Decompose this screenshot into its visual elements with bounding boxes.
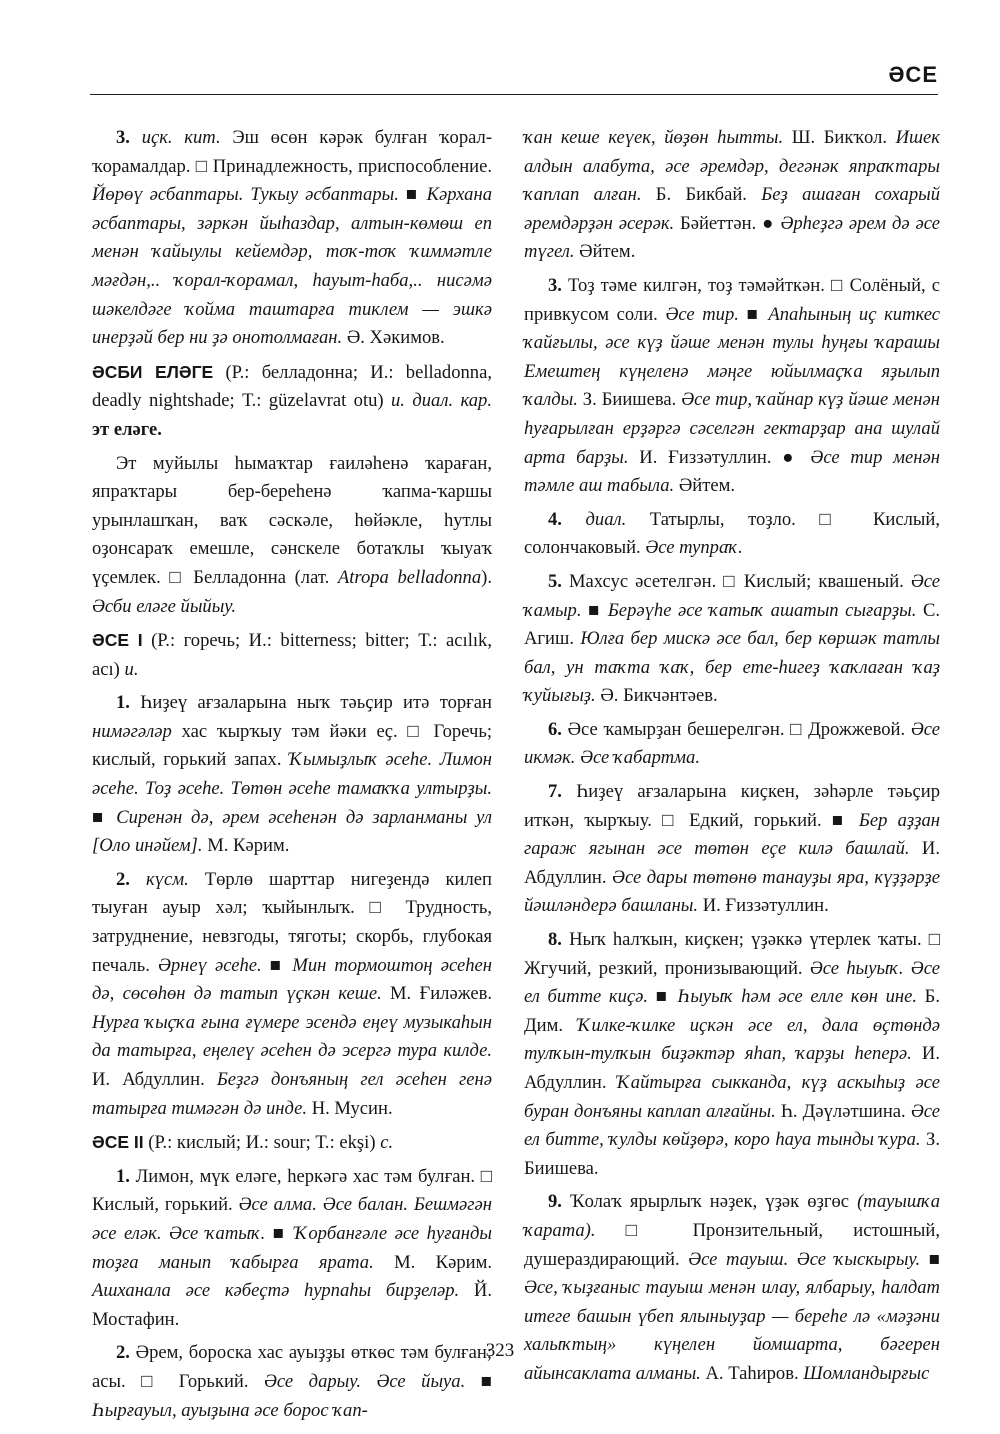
italic-text: и.: [124, 658, 139, 680]
text-run: З. Биишева.: [524, 1129, 940, 1179]
italic-text: Нурға ҡыҫҡа ғына ғүмере эсендә еңеү музыкаһын да татырға, еңелеү әсеһен дә эсергә тура килде.: [92, 1011, 492, 1062]
text-run: [130, 127, 142, 148]
text-run: Эш өсөн кәрәк булған ҡорал-ҡорамалдар. □ Принадлежность, приспособление.: [92, 127, 493, 177]
italic-text: Мин тормоштоң әсеһен дә, сөсөһөн дә татып үҫкән кеше.: [92, 954, 492, 1005]
italic-text: Һырғауыл, ауыҙына әсе борос ҡап-: [92, 1399, 368, 1421]
text-run: (Р.: белладонна; И.: belladonna, deadly nightshade; Т.: güzelavrat otu): [92, 361, 492, 412]
text-run: (Р.: горечь; И.: bitterness; bitter; Т.: acılık, acı): [92, 630, 492, 680]
sense-number: 1.: [116, 1165, 130, 1187]
dictionary-paragraph: [524, 272, 940, 501]
text-run: ■: [581, 599, 608, 621]
italic-text: Әсе тауыш. Әсе ҡыскырыу.: [688, 1248, 921, 1270]
sense-number: эт еләге.: [92, 418, 162, 440]
text-run: ■: [261, 954, 293, 976]
dictionary-paragraph: [92, 124, 492, 353]
text-run: Һиҙеү ағзаларына киҫкен, зәһәрле тәьҫир иткән, ҡырҡыу. □ Едкий, горький. ■: [524, 781, 940, 831]
italic-text: Әсе тупраҡ.: [645, 537, 743, 559]
sense-number: 2.: [116, 868, 130, 890]
italic-text: Әсе тир, ҡайнар күҙ йәше менән һуғарылған ерҙәргә сәселгән гектарҙар ана шулай арта барҙы.: [524, 389, 940, 468]
sense-number: 2.: [116, 1342, 130, 1364]
italic-text: Әсе ел битте, ҡулды көйҙөрә, коро һауа тынды ҡура.: [524, 1100, 940, 1151]
text-run: С. Агиш.: [524, 599, 940, 650]
text-run: Й. Мостафин.: [92, 1280, 492, 1330]
text-run: И. Абдуллин.: [92, 1069, 217, 1090]
dictionary-paragraph: [92, 1128, 492, 1158]
headword: ӘСЕ II: [92, 1132, 144, 1153]
dictionary-paragraph: [524, 926, 940, 1183]
italic-text: Берәүһе әсе ҡатыҡ ашатып сығарҙы.: [607, 599, 917, 621]
text-run: [130, 869, 146, 890]
sense-number: 7.: [548, 781, 562, 803]
sense-number: 4.: [548, 508, 562, 530]
text-run: [562, 509, 586, 530]
text-run: Татырлы, тоҙло. □ Кислый, солончаковый.: [524, 508, 940, 559]
sense-number: 3.: [548, 274, 562, 296]
text-run: Әрем, бороска хас ауыҙҙы өткөс тәм булған; асы. □ Горький.: [92, 1342, 492, 1392]
sense-number: 9.: [548, 1191, 562, 1213]
text-run: М. Кәрим.: [373, 1251, 493, 1273]
text-run: З. Биишева.: [577, 389, 682, 411]
text-run: И. Абдуллин.: [524, 1043, 940, 1093]
text-run: Һиҙеү ағзаларына ныҡ тәьҫир итә торған: [129, 692, 492, 714]
dictionary-paragraph: [92, 626, 492, 684]
text-run: (Р.: кислый; И.: sour; Т.: ekşi): [143, 1132, 381, 1154]
text-run: ■: [398, 184, 427, 206]
italic-text: Әрһеҙгә әрем дә әсе түгел.: [524, 212, 940, 263]
italic-text: с.: [380, 1132, 394, 1154]
italic-text: Ҡайтырға сыкканда, күҙ аскыһыҙ әсе буран донъяны каплап алғайны.: [524, 1072, 940, 1122]
text-run: □ Пронзительный, истошный, душераздирающий.: [524, 1219, 940, 1270]
text-run: Әйтем.: [674, 475, 736, 497]
italic-text: күсм.: [145, 868, 189, 890]
sense-number: 5.: [548, 570, 562, 592]
text-run: Әйтем.: [574, 241, 636, 263]
text-run: Б. Дим.: [524, 986, 940, 1036]
dictionary-paragraph: [92, 866, 492, 1123]
headword: ӘСЕ I: [92, 630, 143, 651]
right-column: [524, 124, 941, 1384]
text-run: ■: [738, 303, 769, 325]
text-run: Ә. Бикчәнтәев.: [595, 685, 718, 707]
dictionary-paragraph: [92, 358, 492, 445]
dictionary-paragraph: [524, 124, 940, 267]
italic-text: Сиренән дә, әрем әсеһенән дә зарланманы ул [Оло инәйем].: [92, 806, 492, 857]
text-run: Лимон, мүк еләге, һеркәгә хас тәм булған. □ Кислый, горький.: [92, 1165, 492, 1216]
italic-text: Әсби еләге йыйыу.: [92, 595, 237, 617]
dictionary-paragraph: [524, 506, 940, 563]
italic-text: нимәгәләр: [92, 720, 172, 742]
italic-text: Йөрөү әсбаптары. Тукыу әсбаптары.: [92, 184, 399, 206]
italic-text: Әсе икмәк. Әсе ҡабартма.: [524, 718, 940, 769]
italic-text: Беҙ ашаған сохарый әремдәрҙән әсерәк.: [524, 184, 941, 234]
headword: ӘСБИ ЕЛӘГЕ: [92, 361, 214, 382]
italic-text: Әсе алма. Әсе балан. Бешмәгән әсе еләк. Әсе ҡатыҡ.: [92, 1194, 493, 1244]
italic-text: (тауышҡа ҡарата).: [524, 1191, 940, 1241]
text-run: Ныҡ һалҡын, киҫкен; үҙәккә үтерлек ҡаты. □ Жгучий, резкий, пронизывающий.: [524, 929, 940, 979]
text-run: ■: [648, 986, 678, 1008]
text-run: М. Кәрим.: [202, 835, 290, 857]
italic-text: и. диал. кар.: [391, 390, 492, 412]
text-run: М. Ғиләжев.: [381, 983, 492, 1005]
italic-text: Юлға бер мискә әсе бал, бер көршәк татлы бал, ун таҡта ҡаҡ, бер ете-һигеҙ ҡаҡлаған ҡаҙ ҡуйығыҙ.: [524, 628, 940, 707]
italic-text: ҡан кеше кеүек, йөҙөн һытты.: [524, 127, 784, 148]
text-run: Махсус әсетелгән. □ Кислый; квашеный.: [561, 570, 911, 592]
italic-text: диал.: [585, 508, 627, 530]
dictionary-paragraph: [92, 1163, 492, 1335]
italic-text: Әсе дарыу. Әсе йыуа.: [264, 1370, 466, 1392]
header-rule: [90, 94, 938, 95]
italic-text: иҫк. кит.: [141, 127, 221, 148]
text-run: Ә. Хәкимов.: [342, 327, 445, 349]
text-run: И. Ғиззәтуллин. ●: [628, 446, 811, 468]
italic-text: Әсе һыуыҡ. Әсе ел битте киҫә.: [524, 957, 940, 1008]
dictionary-paragraph: [92, 689, 492, 861]
text-run: ).: [481, 566, 492, 588]
text-run: И. Ғиззәтуллин.: [698, 895, 829, 917]
text-run: Һ. Дәүләтшина.: [775, 1100, 911, 1122]
text-run: А. Таһиров.: [700, 1362, 804, 1384]
italic-text: Апаһының иҫ киткес ҡайғылы, әсе күҙ йәше менән тулы һуңғы ҡарашы Емештең күңеленә мәңге юйылмаҫҡа яҙылып ҡалды.: [524, 303, 941, 411]
italic-text: Ҡорбанғәле әсе һуғанды тоҙға манып ҡабырға ярата.: [92, 1222, 492, 1273]
text-run: ■: [920, 1248, 940, 1270]
dictionary-paragraph: [524, 568, 940, 711]
sense-number: 1.: [116, 692, 130, 714]
text-run: ■: [265, 1222, 295, 1244]
italic-text: Ҡымыҙлыҡ әсеһе. Лимон әсеһе. Тоҙ әсеһе. Төтөн әсеһе тамаҡҡа ултырҙы.: [92, 749, 492, 800]
text-run: Ҡолаҡ ярырлыҡ нәҙек, үҙәк өҙгөс: [561, 1191, 858, 1213]
text-run: И. Абдуллин.: [524, 838, 940, 888]
text-run: Бәйеттән. ●: [674, 212, 781, 234]
text-run: Тоҙ тәме килгән, тоҙ тәмәйткән. □ Солёный, с привкусом соли.: [524, 274, 940, 325]
dictionary-paragraph: [524, 716, 940, 773]
italic-text: Беҙгә донъяның гел әсеһен генә татырға тимәгән дә инде.: [92, 1069, 492, 1119]
italic-text: Ҡилке-ҡилке иҫкән әсе ел, дала өҫтөндә тулҡын-тулҡын биҙәктәр яһап, ҡарҙы һеперә.: [524, 1014, 940, 1065]
italic-text: Әрнеү әсеһе.: [157, 954, 262, 976]
text-run: Б. Бикбай.: [641, 184, 762, 206]
running-head: ƏСЕ: [888, 62, 938, 87]
italic-text: Әсе, ҡыҙғаныс тауыш менән илау, ялбарыу, һалдат итеге башын үбеп ялыныуҙар — береһе лә «мәҙәни халыҡтың» күңелен йомшарта, бәгерен айынсаклата алманы.: [524, 1277, 940, 1384]
left-column: [92, 124, 493, 1421]
text-run: Эт муйылы һымаҡтар ғаиләһенә ҡараған, япраҡтары бер-береһенә ҡапма-ҡаршы урынлашҡан, ваҡ сәскәле, һөйәкле, һутлы оҙонсараҡ емешле, сәнскеле ботаҡлы ҡыуаҡ үҫемлек. □ Белладонна (лат.: [92, 452, 492, 588]
italic-text: Atropa belladonna: [337, 566, 482, 588]
italic-text: Шомландырғыс: [803, 1362, 930, 1384]
text-run: Әсе ҡамырҙан бешерелгән. □ Дрожжевой.: [561, 718, 911, 740]
italic-text: Әсе ҡамыр.: [524, 570, 940, 621]
dictionary-paragraph: [524, 778, 940, 921]
sense-number: 6.: [548, 718, 562, 740]
text-run: ■: [92, 806, 117, 828]
text-run: хас ҡырҡыу тәм йәки еҫ. □ Горечь; кислый, горький запах.: [92, 720, 492, 771]
italic-text: Әсе тир.: [665, 303, 739, 325]
sense-number: 8.: [548, 929, 562, 951]
text-run: Н. Мусин.: [307, 1097, 393, 1119]
text-run: Төрлө шарттар нигеҙендә килеп тыуған ауыр хәл; ҡыйынлыҡ. □ Трудность, затруднение, невзгоды, тяготы; скорбь, глубокая печаль.: [92, 868, 492, 976]
text-run: Ш. Бикҡол.: [783, 127, 896, 148]
dictionary-paragraph: [92, 450, 492, 622]
sense-number: 3.: [116, 127, 130, 148]
italic-text: Ишек алдын алабута, әсе әремдәр, дегәнәк япраҡтары ҡаплап алған.: [524, 127, 940, 206]
italic-text: Кәрхана әсбаптары, зәркән йыһаздар, алтын-көмөш еп менән ҡайыулы кейемдәр, тоҡ-тоҡ ҡиммәтле мәғдән,.. ҡорал-ҡорамал, һауыт-һаба,.. нисәмә шәкелдәге ҡойма таштарға тиклем — эшкә инерҙәй бер ни ҙә онотолмаған.: [92, 184, 492, 349]
page-number: 323: [485, 1340, 515, 1361]
italic-text: Әсе дары төтөнө танауҙы яра, күҙҙәрҙе йәшләндерә башланы.: [524, 866, 940, 917]
text-run: ■: [465, 1370, 492, 1392]
italic-text: Бер аҙҙан гараж ягынан әсе төтөн еҫе килә башлай.: [524, 809, 941, 860]
italic-text: Һыуыҡ һәм әсе елле көн ине.: [677, 986, 918, 1008]
italic-text: Әсе тир менән тәмле аш табыла.: [524, 446, 940, 497]
italic-text: Ашханала әсе кәбеҫтә һурпаһы бирҙеләр.: [92, 1280, 460, 1302]
